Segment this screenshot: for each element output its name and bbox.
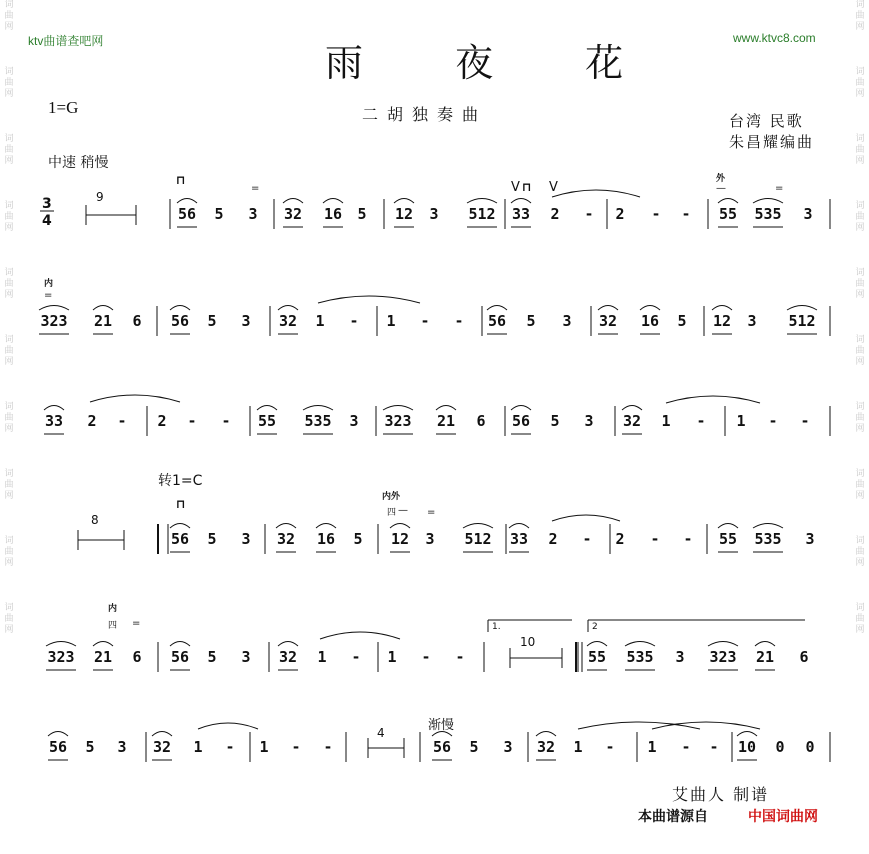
- down-bow-mark: ⊓: [176, 497, 186, 511]
- slur-arc: [753, 199, 783, 204]
- watermark-char: 词: [855, 536, 865, 546]
- time-signature-top: 3: [42, 196, 52, 212]
- slur-arc: [394, 199, 414, 204]
- score-note: 56: [511, 412, 531, 430]
- tie-arc: [198, 723, 258, 729]
- slur-arc: [177, 199, 197, 204]
- watermark-char: 曲: [855, 614, 865, 624]
- score-note: 0: [805, 738, 815, 756]
- slur-arc: [640, 306, 660, 311]
- watermark-char: 词: [4, 469, 14, 479]
- score-note: 5: [85, 738, 95, 756]
- score-note: 512: [468, 205, 496, 223]
- score-note: 3: [241, 530, 251, 548]
- score-note: 32: [283, 205, 303, 223]
- ritardando-mark: 渐慢: [428, 718, 455, 733]
- watermark-char: 网: [855, 625, 865, 635]
- score-note: 2: [615, 205, 625, 223]
- score-note: -: [584, 205, 594, 223]
- score-note: 3: [584, 412, 594, 430]
- site-link-left[interactable]: ktv曲谱查吧网: [28, 34, 104, 48]
- watermark-char: 曲: [855, 145, 865, 155]
- score-note: -: [351, 648, 361, 666]
- score-note: 2: [550, 205, 560, 223]
- score-note: 32: [536, 738, 556, 756]
- score-note: 5: [207, 312, 217, 330]
- score-note: 10: [737, 738, 757, 756]
- score-note: 12: [712, 312, 732, 330]
- slur-arc: [708, 642, 738, 647]
- score-note: 32: [276, 530, 296, 548]
- watermark-char: 网: [4, 223, 14, 233]
- slur-arc: [511, 199, 531, 204]
- score-note: 56: [177, 205, 197, 223]
- volta-2-label: 2: [592, 622, 598, 632]
- slur-arc: [316, 524, 336, 529]
- inner-string-mark: 内: [108, 604, 118, 614]
- score-note: 12: [390, 530, 410, 548]
- up-bow-mark: V: [549, 180, 558, 195]
- slur-arc: [303, 406, 333, 411]
- rest-count-8: 8: [91, 513, 99, 527]
- slur-arc: [755, 642, 775, 647]
- score-note: 21: [93, 312, 113, 330]
- song-title: 雨 夜 花: [325, 41, 664, 85]
- slur-arc: [170, 524, 190, 529]
- watermark-char: 词: [855, 201, 865, 211]
- score-note: 56: [48, 738, 68, 756]
- score-note: 3: [425, 530, 435, 548]
- score-note: 1: [386, 312, 396, 330]
- score-note: 33: [509, 530, 529, 548]
- score-note: 1: [736, 412, 746, 430]
- slur-arc: [737, 732, 757, 737]
- down-bow-mark: ⊓: [176, 173, 186, 187]
- score-note: -: [709, 738, 719, 756]
- fingering-one-mark: —: [398, 505, 408, 516]
- score-note: 3: [248, 205, 258, 223]
- score-note: 323: [47, 648, 75, 666]
- slur-arc: [753, 524, 783, 529]
- slur-arc: [712, 306, 732, 311]
- watermark-char: 词: [4, 67, 14, 77]
- score-note: 3: [241, 312, 251, 330]
- watermark-char: 曲: [4, 346, 14, 356]
- score-note: -: [349, 312, 359, 330]
- score-note: 2: [548, 530, 558, 548]
- score-note: 3: [349, 412, 359, 430]
- arranger-credit: 艾曲人 制谱: [672, 785, 770, 804]
- slur-arc: [436, 406, 456, 411]
- watermark-char: 网: [855, 558, 865, 568]
- slur-arc: [276, 524, 296, 529]
- watermark-char: 网: [4, 22, 14, 32]
- slur-arc: [383, 406, 413, 411]
- score-note: 2: [87, 412, 97, 430]
- score-note: -: [651, 205, 661, 223]
- score-note: 323: [40, 312, 68, 330]
- tie-arc: [552, 190, 640, 197]
- slur-arc: [283, 199, 303, 204]
- rest-count-4: 4: [377, 726, 385, 740]
- fingering-circle-4: 四: [387, 508, 397, 518]
- rest-count-9: 9: [96, 190, 104, 204]
- watermark-char: 词: [855, 335, 865, 345]
- score-note: -: [768, 412, 778, 430]
- tie-arc: [318, 296, 420, 303]
- score-note: 21: [93, 648, 113, 666]
- score-note: 33: [511, 205, 531, 223]
- score-note: 55: [718, 205, 738, 223]
- score-note: 12: [394, 205, 414, 223]
- score-note: 1: [259, 738, 269, 756]
- score-note: 5: [214, 205, 224, 223]
- slur-arc: [598, 306, 618, 311]
- slur-arc: [718, 524, 738, 529]
- score-note: 1: [661, 412, 671, 430]
- watermark-char: 网: [4, 156, 14, 166]
- score-note: 5: [469, 738, 479, 756]
- score-note: 535: [754, 205, 782, 223]
- score-note: -: [187, 412, 197, 430]
- slur-arc: [622, 406, 642, 411]
- slur-arc: [487, 306, 507, 311]
- slur-arc: [718, 199, 738, 204]
- credit-origin: 台湾 民歌: [729, 112, 804, 130]
- score-note: 1: [317, 648, 327, 666]
- slur-arc: [625, 642, 655, 647]
- score-note: -: [582, 530, 592, 548]
- watermark-char: 曲: [4, 279, 14, 289]
- score-note: -: [221, 412, 231, 430]
- score-note: 0: [775, 738, 785, 756]
- fingering-circle-4: 四: [108, 621, 118, 631]
- site-link-right[interactable]: www.ktvc8.com: [733, 31, 816, 45]
- score-note: 2: [615, 530, 625, 548]
- score-note: 323: [709, 648, 737, 666]
- score-note: 6: [476, 412, 486, 430]
- watermark-char: 网: [4, 625, 14, 635]
- watermark-right: [853, 0, 867, 854]
- score-note: -: [454, 312, 464, 330]
- score-note: -: [681, 205, 691, 223]
- score-note: 56: [170, 312, 190, 330]
- score-note: 55: [587, 648, 607, 666]
- score-note: 3: [675, 648, 685, 666]
- watermark-char: 词: [855, 402, 865, 412]
- score-note: -: [455, 648, 465, 666]
- score-note: 6: [132, 648, 142, 666]
- score-note: 3: [503, 738, 513, 756]
- slur-arc: [509, 524, 529, 529]
- tie-arc: [320, 632, 400, 639]
- slur-arc: [39, 306, 69, 311]
- volta-1-label: 1.: [492, 622, 501, 632]
- score-note: 3: [747, 312, 757, 330]
- score-note: 5: [526, 312, 536, 330]
- watermark-char: 曲: [855, 78, 865, 88]
- source-label: 本曲谱源自: [638, 809, 708, 825]
- fingering-mark: =: [44, 290, 53, 301]
- score-note: -: [650, 530, 660, 548]
- rest-count-10: 10: [520, 635, 536, 649]
- score-note: 535: [754, 530, 782, 548]
- watermark-char: 曲: [4, 547, 14, 557]
- fingering-mark: =: [251, 183, 260, 194]
- score-note: 5: [207, 530, 217, 548]
- watermark-char: 曲: [4, 212, 14, 222]
- slur-arc: [170, 306, 190, 311]
- score-note: 6: [132, 312, 142, 330]
- watermark-char: 词: [855, 268, 865, 278]
- score-note: 3: [803, 205, 813, 223]
- watermark-char: 网: [855, 156, 865, 166]
- watermark-left: [2, 0, 16, 854]
- watermark-char: 词: [4, 134, 14, 144]
- score-note: 56: [170, 648, 190, 666]
- score-note: -: [421, 648, 431, 666]
- slur-arc: [511, 406, 531, 411]
- score-note: 6: [799, 648, 809, 666]
- score-note: 21: [436, 412, 456, 430]
- score-note: 56: [487, 312, 507, 330]
- score-note: 3: [241, 648, 251, 666]
- modulation-mark: 转1=C: [158, 473, 203, 489]
- fingering-mark: =: [775, 183, 784, 194]
- slur-arc: [48, 732, 68, 737]
- watermark-char: 曲: [855, 11, 865, 21]
- score-note: 5: [207, 648, 217, 666]
- watermark-char: 网: [4, 491, 14, 501]
- slur-arc: [463, 524, 493, 529]
- slur-arc: [93, 642, 113, 647]
- watermark-char: 词: [4, 201, 14, 211]
- watermark-char: 网: [855, 424, 865, 434]
- tie-arc: [90, 395, 180, 402]
- score-note: 2: [157, 412, 167, 430]
- score-note: 3: [117, 738, 127, 756]
- watermark-char: 词: [4, 536, 14, 546]
- slur-arc: [787, 306, 817, 311]
- watermark-char: 曲: [4, 413, 14, 423]
- score-note: 56: [432, 738, 452, 756]
- slur-arc: [587, 642, 607, 647]
- watermark-char: 曲: [4, 11, 14, 21]
- watermark-char: 网: [4, 558, 14, 568]
- score-note: 55: [718, 530, 738, 548]
- score-note: -: [681, 738, 691, 756]
- slur-arc: [536, 732, 556, 737]
- score-note: 32: [278, 648, 298, 666]
- score-note: 5: [677, 312, 687, 330]
- outer-string-mark: 外: [716, 174, 726, 184]
- watermark-char: 曲: [4, 78, 14, 88]
- watermark-char: 词: [4, 268, 14, 278]
- tie-arc: [578, 722, 700, 729]
- watermark-char: 曲: [855, 212, 865, 222]
- score-note: 16: [316, 530, 336, 548]
- key-signature: 1=G: [48, 98, 79, 117]
- score-note: 33: [44, 412, 64, 430]
- score-note: 16: [640, 312, 660, 330]
- watermark-char: 曲: [4, 480, 14, 490]
- inner-string-mark: 内: [44, 279, 54, 289]
- watermark-char: 曲: [855, 547, 865, 557]
- watermark-char: 词: [4, 0, 14, 10]
- watermark-char: 网: [4, 424, 14, 434]
- score-note: 512: [464, 530, 492, 548]
- tie-arc: [652, 722, 760, 729]
- watermark-char: 网: [855, 22, 865, 32]
- watermark-char: 网: [4, 357, 14, 367]
- slur-arc: [323, 199, 343, 204]
- watermark-char: 词: [855, 134, 865, 144]
- score-note: 512: [788, 312, 816, 330]
- score-note: 3: [429, 205, 439, 223]
- tie-arc: [666, 396, 760, 403]
- score-note: 16: [323, 205, 343, 223]
- slur-arc: [44, 406, 64, 411]
- watermark-char: 网: [855, 223, 865, 233]
- slur-arc: [46, 642, 76, 647]
- watermark-char: 词: [4, 603, 14, 613]
- score-note: 1: [193, 738, 203, 756]
- time-signature-bottom: 4: [42, 213, 52, 229]
- score-note: 3: [562, 312, 572, 330]
- score-note: -: [420, 312, 430, 330]
- slur-arc: [390, 524, 410, 529]
- watermark-char: 网: [855, 357, 865, 367]
- score-note: 1: [387, 648, 397, 666]
- score-note: 32: [622, 412, 642, 430]
- watermark-char: 词: [855, 603, 865, 613]
- slur-arc: [170, 642, 190, 647]
- watermark-char: 曲: [855, 480, 865, 490]
- score-note: 55: [257, 412, 277, 430]
- watermark-char: 网: [4, 89, 14, 99]
- fingering-mark: =: [427, 507, 436, 518]
- score-note: -: [605, 738, 615, 756]
- watermark-char: 曲: [4, 145, 14, 155]
- watermark-char: 曲: [855, 279, 865, 289]
- fingering-one-mark: —: [716, 183, 726, 194]
- slur-arc: [278, 642, 298, 647]
- score-note: 1: [647, 738, 657, 756]
- watermark-char: 词: [4, 335, 14, 345]
- slur-arc: [152, 732, 172, 737]
- up-bow-mark: V: [511, 180, 520, 195]
- slur-arc: [93, 306, 113, 311]
- score-note: 32: [598, 312, 618, 330]
- watermark-char: 网: [855, 89, 865, 99]
- score-note: 5: [550, 412, 560, 430]
- score-note: 5: [353, 530, 363, 548]
- watermark-char: 曲: [855, 346, 865, 356]
- fingering-mark: =: [132, 618, 141, 629]
- score-note: -: [696, 412, 706, 430]
- subtitle: 二胡独奏曲: [362, 105, 488, 124]
- score-note: -: [683, 530, 693, 548]
- score-note: 5: [357, 205, 367, 223]
- watermark-char: 网: [855, 290, 865, 300]
- score-note: 535: [304, 412, 332, 430]
- score-note: 3: [805, 530, 815, 548]
- score-note: 32: [152, 738, 172, 756]
- score-note: -: [117, 412, 127, 430]
- slur-arc: [257, 406, 277, 411]
- score-note: 1: [315, 312, 325, 330]
- slur-arc: [278, 306, 298, 311]
- watermark-char: 网: [855, 491, 865, 501]
- tie-arc: [552, 515, 620, 521]
- score-note: -: [291, 738, 301, 756]
- score-note: 535: [626, 648, 654, 666]
- score-note: 1: [573, 738, 583, 756]
- source-site-link[interactable]: 中国词曲网: [748, 809, 818, 825]
- inner-outer-string-mark: 内外: [382, 492, 401, 502]
- watermark-char: 词: [4, 402, 14, 412]
- watermark-char: 词: [855, 0, 865, 10]
- score-note: 323: [384, 412, 412, 430]
- slur-arc: [467, 199, 497, 204]
- score-note: 21: [755, 648, 775, 666]
- score-note: -: [800, 412, 810, 430]
- watermark-char: 曲: [4, 614, 14, 624]
- down-bow-mark: ⊓: [522, 180, 532, 194]
- credit-arranger: 朱昌耀编曲: [729, 133, 815, 151]
- score-note: 32: [278, 312, 298, 330]
- score-note: -: [323, 738, 333, 756]
- watermark-char: 词: [855, 469, 865, 479]
- score-note: 56: [170, 530, 190, 548]
- tempo-marking: 中速 稍慢: [48, 155, 109, 171]
- score-note: -: [225, 738, 235, 756]
- watermark-char: 网: [4, 290, 14, 300]
- watermark-char: 曲: [855, 413, 865, 423]
- watermark-char: 词: [855, 67, 865, 77]
